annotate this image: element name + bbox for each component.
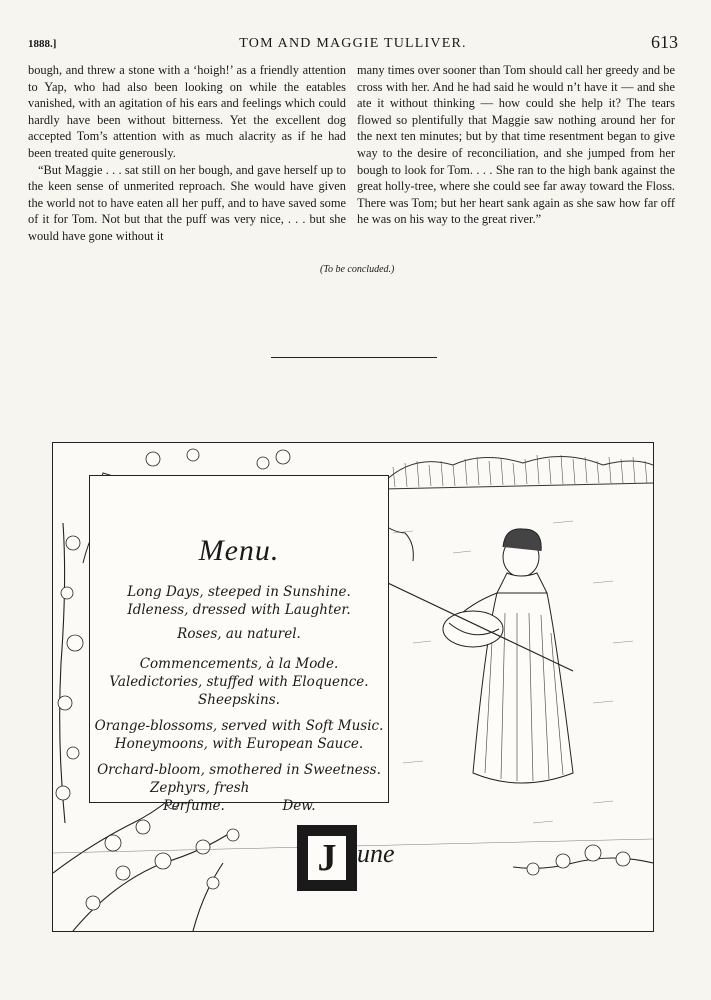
menu-title: Menu. — [198, 534, 280, 567]
initial-frame — [297, 825, 357, 891]
menu-line: Honeymoons, with European Sauce. — [114, 736, 364, 752]
page-number: 613 — [651, 32, 678, 52]
menu-line: Perfume. — [163, 798, 225, 814]
running-title: TOM AND MAGGIE TULLIVER. — [239, 36, 467, 51]
initial-letter: J — [317, 837, 337, 879]
paragraph: many times over sooner than Tom should call her greedy and be cross with her. And he had said he would n’t have it — and she ate it without thinking — how could she help it? The tears flowed so plentifully that Maggie saw nothing around her for the next ten minutes; but by that time resentment began to give way to the desire of reconciliation, and she jumped from her bough to look for Tom. . . . She ran to the high bank against the great holly-tree, where she could see far away toward the Floss. There was Tom; but her heart sank again as she saw how far off he was on his way to the great river.” — [357, 63, 675, 227]
girl-figure — [443, 529, 573, 783]
paragraph: “But Maggie . . . sat still on her bough, and gave herself up to the keen sense of unmerited reproach. She would have given the world not to have eaten all her puff, and to have saved some of it for Tom. Not but that the puff was very nice, . . . but she would have gone without it — [28, 162, 346, 243]
menu-line: Valedictories, stuffed with Eloquence. — [109, 674, 369, 690]
text-column-right — [357, 62, 675, 228]
menu-line: Orchard-bloom, smothered in Sweetness. — [97, 762, 381, 778]
paragraph: bough, and threw a stone with a ‘hoigh!’ as a friendly attention to Yap, who had also been looking on while the eatables vanished, with an agitation of his ears and feelings which could hardly have been without bitterness. Yet the excellent dog accepted Tom’s attention with as much alacrity as if he had been treated quite generously. — [28, 63, 346, 160]
continuation-note: (To be concluded.) — [320, 264, 395, 275]
menu-line: Orange-blossoms, served with Soft Music. — [94, 718, 384, 734]
menu-card — [89, 475, 389, 814]
menu-line: Idleness, dressed with Laughter. — [127, 602, 351, 618]
running-header — [28, 34, 678, 56]
june-menu-illustration — [52, 442, 654, 932]
menu-line: Sheepskins. — [198, 692, 280, 708]
menu-line: Roses, au naturel. — [177, 626, 301, 642]
month-text: une — [357, 839, 395, 868]
menu-line: Dew. — [282, 798, 316, 814]
section-divider — [271, 357, 437, 358]
menu-line: Commencements, à la Mode. — [139, 656, 339, 672]
tree-line — [383, 456, 653, 489]
text-column-left — [28, 62, 346, 245]
menu-line: Long Days, steeped in Sunshine. — [127, 584, 351, 600]
menu-line: Zephyrs, fresh — [150, 780, 250, 796]
year-label: 1888.] — [28, 38, 57, 50]
